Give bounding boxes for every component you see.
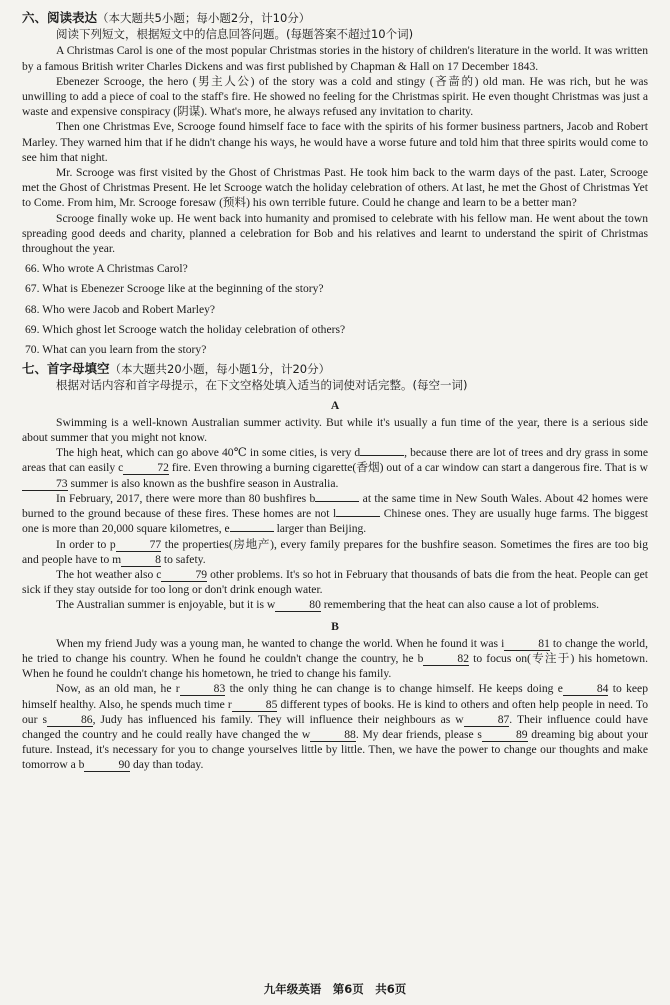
page-footer: 九年级英语 第6页 共6页	[263, 981, 407, 996]
cloze-a-paragraph-3: In February, 2017, there were more than 80 bushfires b at the same time in New South Wales. About 42 homes were burned to the ground because of these fires. These homes are not l Chinese ones. They are usually huge farms. The biggest one is more than 20,000 square kilometres, e larger than Beijing.	[22, 491, 648, 536]
blank-71[interactable]	[360, 455, 404, 456]
question-69: 69. Which ghost let Scrooge watch the holiday celebration of others?	[25, 322, 346, 336]
question-68: 68. Who were Jacob and Robert Marley?	[25, 302, 216, 316]
question-70: 70. What can you learn from the story?	[25, 343, 207, 357]
passage-paragraph: Ebenezer Scrooge, the hero (男主人公) of the story was a cold and stingy (吝啬的) old man. He was rich, but he was unwilling to add a piece of coal to the staff's fire. He showed no feeling for the Christmas spirit. He even thought Christmas was just a waste and expensive conspiracy (阴谋). What's more, he always refused any invitation to charity.	[22, 74, 648, 119]
blank-74[interactable]	[315, 501, 359, 502]
part-a-label: A	[330, 398, 340, 412]
blank-75[interactable]	[336, 516, 380, 517]
passage-paragraph: Scrooge finally woke up. He went back into humanity and promised to celebrate with his fellow man. He went about the town spreading good deeds and charity, planned a celebration for Bob and his relatives and learnt to understand the spirit of Christmas throughout the year.	[22, 211, 648, 256]
blank-83[interactable]: 83	[180, 682, 226, 696]
cloze-a-paragraph-4: In order to p 77 the properties(房地产), every family prepares for the bushfire season. Sometimes the fires are too big and people have to m 8 to safety.	[22, 537, 648, 566]
blank-89[interactable]: 89	[482, 728, 528, 742]
blank-88[interactable]: 88	[310, 728, 356, 742]
question-66: 66. Who wrote A Christmas Carol?	[25, 262, 188, 276]
cloze-a-paragraph-5: The hot weather also c 79 other problems. It's so hot in February that thousands of bats die from the heat. People can get sick if they stay outside for too long or don't drink enough water.	[22, 567, 648, 597]
blank-76[interactable]	[230, 531, 274, 532]
section-7-title: 七、首字母填空（本大题共20小题，每小题1分，计20分）	[22, 361, 331, 377]
blank-84[interactable]: 84	[563, 682, 609, 696]
blank-90[interactable]: 90	[84, 758, 130, 772]
cloze-a-paragraph-6: The Australian summer is enjoyable, but it is w 80 remembering that the heat can also cause a lot of problems.	[56, 598, 600, 612]
blank-81[interactable]: 81	[504, 637, 550, 651]
passage-paragraph: A Christmas Carol is one of the most popular Christmas stories in the history of children's literature in the world. It was written by a famous British writer Charles Dickens and was first published by Chapman & Hall on 17 December 1843.	[22, 44, 648, 73]
blank-73[interactable]: 73	[22, 477, 68, 491]
blank-80[interactable]: 80	[275, 598, 321, 612]
passage-paragraph: Then one Christmas Eve, Scrooge found himself face to face with the spirits of his former business partners, Jacob and Robert Marley. They warned him that if he didn't change his ways, he would have a worse future and told him that three spirits would come to see him that night.	[22, 120, 648, 164]
blank-78[interactable]: 8	[121, 553, 161, 567]
blank-85[interactable]: 85	[232, 698, 278, 712]
blank-86[interactable]: 86	[47, 713, 93, 727]
passage-paragraph: Mr. Scrooge was first visited by the Ghost of Christmas Past. He took him back to the warm days of the past. Later, Scrooge met the Ghost of Christmas Present. He let Scrooge watch the holiday celebration of others. At last, he met the Ghost of Christmas Yet to Come. From him, Mr. Scrooge foresaw (预料) his own terrible future. Could he change and learn to be a better man?	[22, 166, 648, 210]
blank-77[interactable]: 77	[116, 538, 162, 552]
blank-72[interactable]: 72	[123, 461, 169, 475]
cloze-b-paragraph-2: Now, as an old man, he r 83 the only thing he can change is to change himself. He keeps doing e 84 to keep himself healthy. Also, he spends much time r 85 different types of books. He is kind to others and often help people in need. To our s 86, Judy has influenced his family. They will influence their neighbours as w 87. Their influence could have changed the country and he could really have changed the w 88. My dear friends, please s 89 dreaming big about your future. Instead, it's necessary for you to change yourselves little by little. Then, we have the power to change our thoughts and make tomorrow a b 90 day than today.	[22, 682, 649, 772]
section-6-instruction: 阅读下列短文，根据短文中的信息回答问题。(每题答案不超过10个词)	[56, 27, 414, 42]
blank-82[interactable]: 82	[423, 652, 469, 666]
blank-79[interactable]: 79	[161, 568, 207, 582]
cloze-a-paragraph-1: Swimming is a well-known Australian summer activity. But while it's usually a fun time of the year, there is a serious side about summer that you might not know.	[22, 415, 648, 445]
blank-87[interactable]: 87	[464, 713, 510, 727]
question-67: 67. What is Ebenezer Scrooge like at the beginning of the story?	[25, 282, 324, 296]
cloze-a-paragraph-2: The high heat, which can go above 40℃ in some cities, is very d , because there are lot of trees and dry grass in some areas that can easily c 72 fire. Even throwing a burning cigarette(香烟) out of a car window can start a dangerous fire. That is w73 summer is also known as the bushfire season in Australia.	[22, 446, 648, 490]
part-b-label: B	[331, 619, 339, 633]
section-7-instruction: 根据对话内容和首字母提示，在下文空格处填入适当的词使对话完整。(每空一词)	[56, 378, 468, 393]
section-6-title: 六、阅读表达（本大题共5小题；每小题2分，计10分）	[22, 10, 311, 25]
cloze-b-paragraph-1: When my friend Judy was a young man, he wanted to change the world. When he found it was i 81 to change the world, he tried to change his country. When he found he couldn't change the country, he b 82 to focus on(专注于) his hometown. When he found he couldn't change his hometown, he tried to change his family.	[22, 636, 649, 681]
